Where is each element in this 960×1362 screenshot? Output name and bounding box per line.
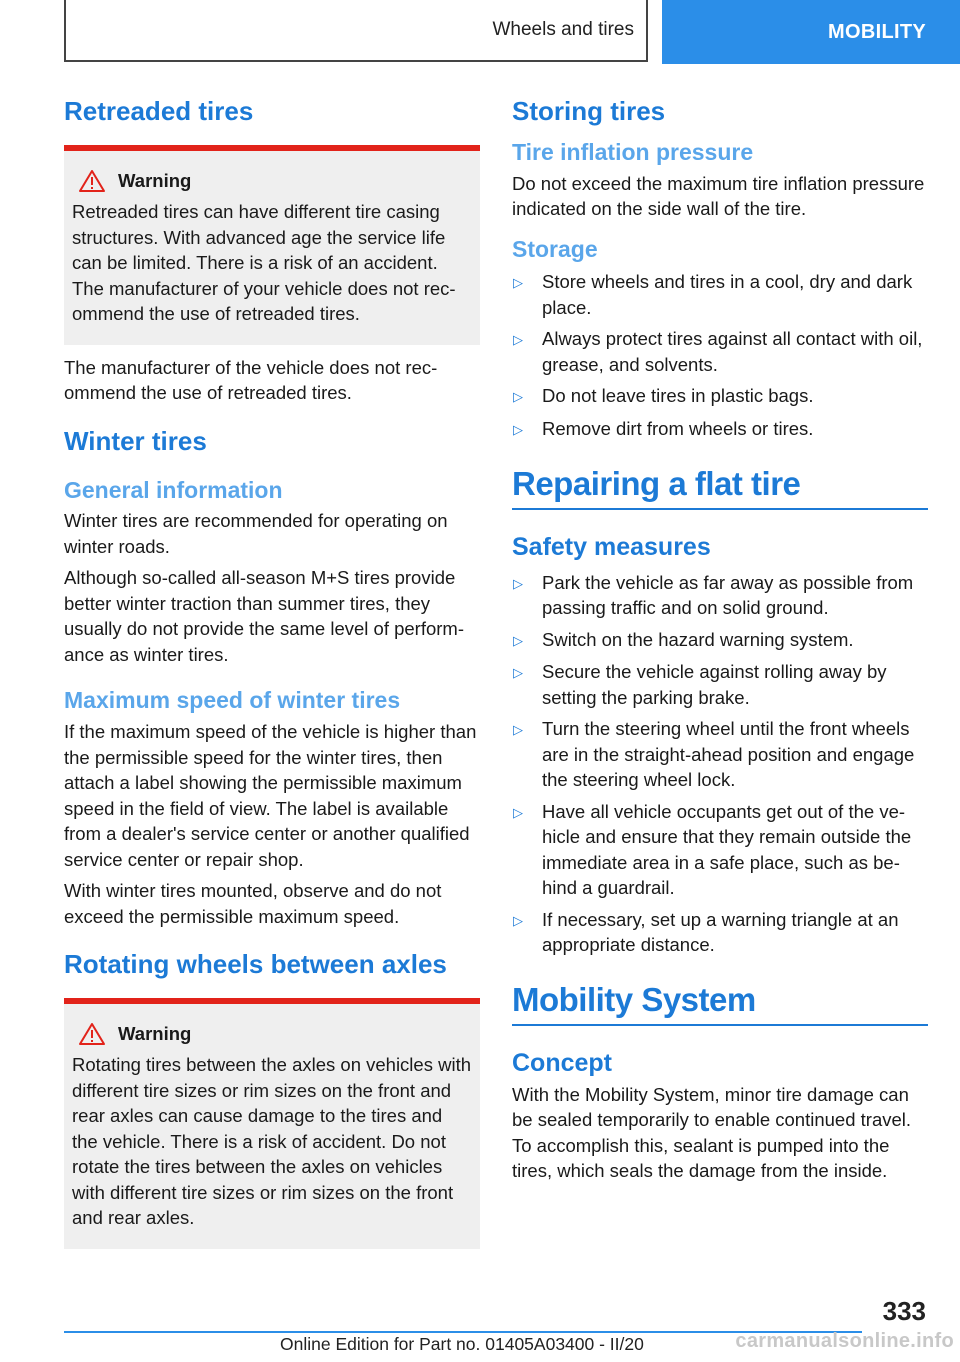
warning-text: Retreaded tires can have different tire casing structures. With advanced age the service life can be limited. There is a risk of an accident. The manufacturer of your vehicle does not recommend the use of retreaded tires. — [72, 201, 456, 325]
watermark: carmanualsonline.info — [735, 1330, 954, 1352]
safety-list — [512, 570, 928, 958]
general-information-heading: General information — [64, 476, 283, 503]
left-column — [64, 96, 480, 1249]
list-item: ▷ Switch on the hazard warning system. — [512, 627, 928, 654]
bullet-triangle-icon: ▷ — [513, 389, 523, 405]
bullet-triangle-icon: ▷ — [513, 575, 523, 591]
warning-label: Warning — [118, 1023, 192, 1045]
safety-measures-heading: Safety measures — [512, 532, 711, 561]
max-speed-paragraph-2: With winter tires mounted, observe and do not exceed the permissible maximum speed. — [64, 880, 442, 927]
mobility-system-heading: Mobility System — [512, 980, 928, 1026]
footer-edition: Online Edition for Part no. 01405A03400 - II/20 — [280, 1334, 644, 1354]
retreaded-warning-box — [64, 145, 480, 345]
page-number: 333 — [882, 1296, 926, 1326]
bullet-triangle-icon: ▷ — [513, 421, 523, 437]
max-speed-paragraph-1: If the maximum speed of the vehicle is higher than the permissible speed for the winter tires, then attach a label showing the permissible maximum speed in the field of view. The label is available from a dealer's service center or another qualified service center or repair shop. — [64, 721, 477, 870]
bullet-triangle-icon: ▷ — [513, 632, 523, 648]
warning-triangle-icon — [78, 1022, 106, 1046]
right-column — [512, 96, 928, 1184]
list-item: ▷ If necessary, set up a warning triangle at an appropriate distance. — [512, 907, 928, 958]
tire-pressure-paragraph: Do not exceed the maximum tire inflation pressure indicated on the side wall of the tire. — [512, 172, 925, 220]
header-chapter-title: MOBILITY — [828, 20, 926, 43]
storing-tires-heading: Storing tires — [512, 96, 666, 126]
warning-header — [72, 169, 472, 193]
rotating-warning-box — [64, 998, 480, 1249]
header-section-title: Wheels and tires — [492, 19, 634, 40]
list-item: ▷ Have all vehicle occupants get out of the vehicle and ensure that they remain outside the immediate area in a safe place, such as behind a guardrail. — [512, 799, 928, 901]
list-item: ▷ Secure the vehicle against rolling away by setting the parking brake. — [512, 659, 928, 710]
bullet-triangle-icon: ▷ — [513, 275, 523, 291]
warning-label: Warning — [118, 170, 192, 192]
bullet-triangle-icon: ▷ — [513, 722, 523, 738]
concept-heading: Concept — [512, 1048, 612, 1077]
bullet-triangle-icon: ▷ — [513, 332, 523, 348]
bullet-triangle-icon: ▷ — [513, 665, 523, 681]
list-item: ▷ Remove dirt from wheels or tires. — [512, 416, 928, 443]
maximum-speed-heading: Maximum speed of winter tires — [64, 687, 401, 714]
running-header-chapter — [662, 0, 960, 64]
retreaded-tires-heading: Retreaded tires — [64, 96, 254, 126]
warning-text: Rotating tires between the axles on vehicles with different tire sizes or rim sizes on the front and rear axles can cause damage to the tires and the vehicle. There is a risk of accident. Do not rotate the tires between the axles on vehicles with different tire sizes or rim sizes on the front and rear axles. — [72, 1054, 471, 1229]
storage-list — [512, 269, 928, 442]
general-info-paragraph-2: Although so-called all-season M+S tires provide better winter traction than summer tires, they usually do not provide the same level of performance as winter tires. — [64, 567, 465, 665]
tire-inflation-pressure-heading: Tire inflation pressure — [512, 139, 754, 166]
list-item: ▷ Store wheels and tires in a cool, dry and dark place. — [512, 269, 928, 320]
repairing-flat-tire-heading: Repairing a flat tire — [512, 464, 928, 510]
list-item: ▷ Do not leave tires in plastic bags. — [512, 383, 928, 410]
retreaded-text: The manufacturer of the vehicle does not recommend the use of retreaded tires. — [64, 356, 438, 404]
bullet-triangle-icon: ▷ — [513, 804, 523, 820]
list-item: ▷ Always protect tires against all contact with oil, grease, and solvents. — [512, 326, 928, 377]
running-header-section — [64, 0, 648, 62]
bullet-triangle-icon: ▷ — [513, 912, 523, 928]
rotating-wheels-heading: Rotating wheels between axles — [64, 949, 447, 980]
list-item: ▷ Turn the steering wheel until the front wheels are in the straight-ahead position and engage the steering wheel lock. — [512, 716, 928, 793]
warning-header — [72, 1022, 472, 1046]
concept-paragraph: With the Mobility System, minor tire damage can be sealed temporarily to enable continued travel. To accomplish this, sealant is pumped into the tires, which seals the damage from the inside. — [512, 1083, 912, 1182]
storage-heading: Storage — [512, 235, 598, 262]
general-info-paragraph-1: Winter tires are recommended for operating on winter roads. — [64, 510, 448, 557]
winter-tires-heading: Winter tires — [64, 425, 207, 456]
list-item: ▷ Park the vehicle as far away as possible from passing traffic and on solid ground. — [512, 570, 928, 621]
warning-triangle-icon — [78, 169, 106, 193]
